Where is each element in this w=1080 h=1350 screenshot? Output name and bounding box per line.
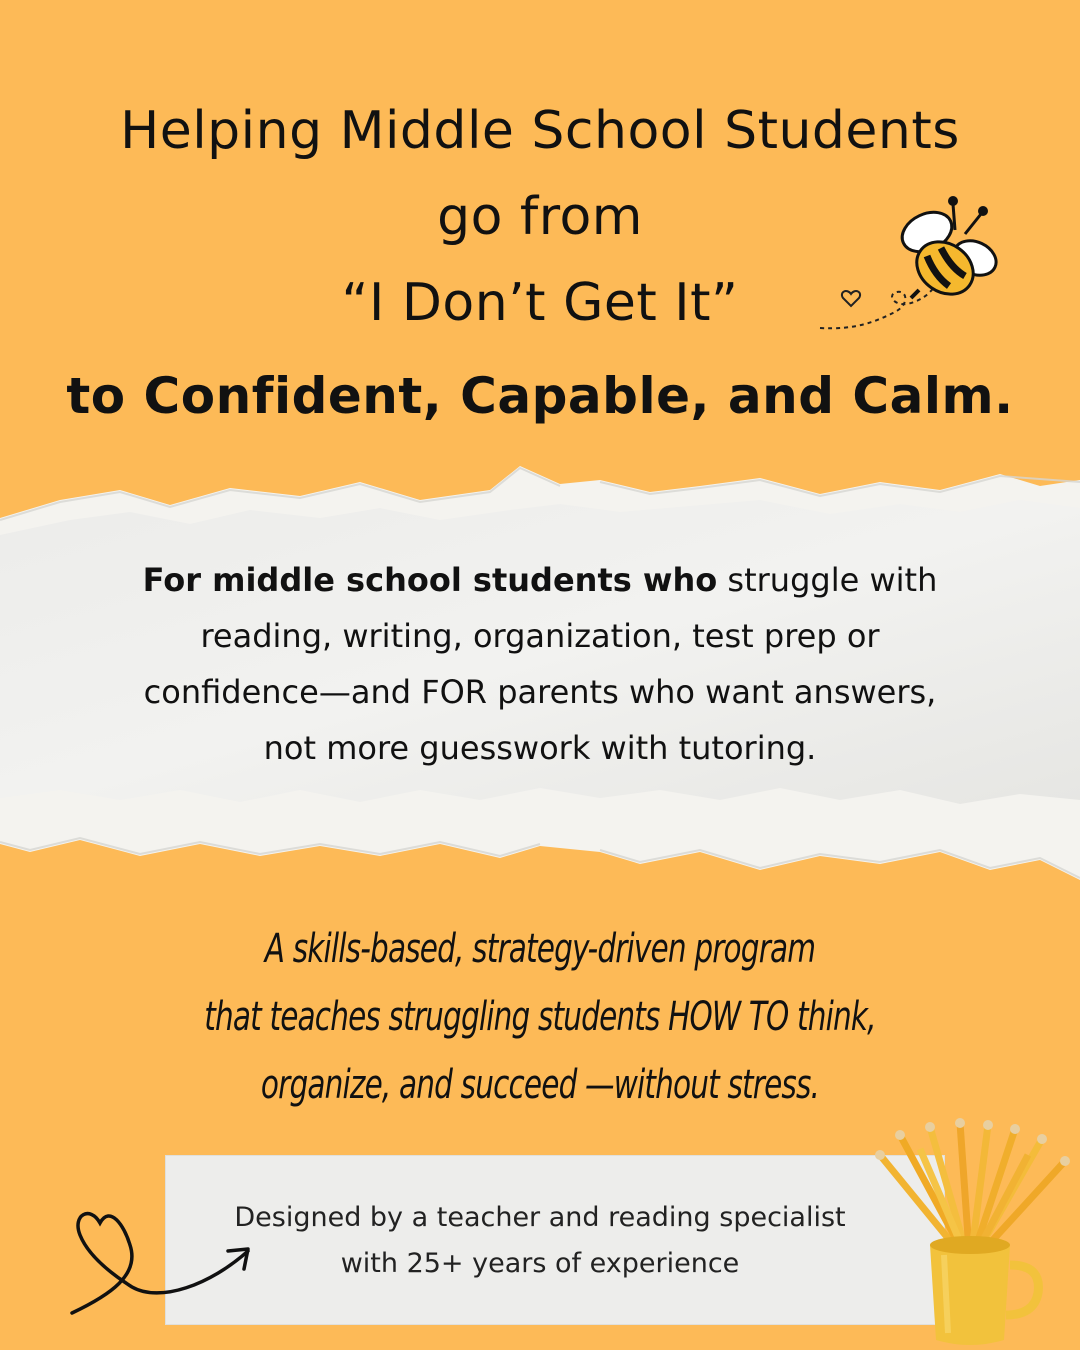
audience-description: [30, 552, 1050, 776]
credential-line-2: with 25+ years of experience: [340, 1248, 740, 1279]
program-description: [130, 915, 950, 1119]
headline-line-1: Helping Middle School Students: [120, 101, 960, 161]
headline-line-4: to Confident, Capable, and Calm.: [66, 367, 1014, 425]
audience-bold-lead: For middle school students who: [142, 561, 718, 599]
audience-line-4: not more guesswork with tutoring.: [263, 729, 817, 767]
program-line-2: that teaches struggling students HOW TO think,: [204, 994, 876, 1040]
headline-line-3: “I Don’t Get It”: [341, 273, 739, 333]
pencil-cup-icon: [860, 1115, 1080, 1350]
credential-line-1: Designed by a teacher and reading specialist: [234, 1202, 846, 1233]
headline-line-2: go from: [437, 187, 643, 247]
audience-line-1-rest: struggle with: [717, 561, 938, 599]
program-line-3: organize, and succeed —without stress.: [260, 1062, 820, 1108]
heart-arrow-icon: [60, 1195, 260, 1325]
audience-line-3: confidence—and FOR parents who want answers,: [143, 673, 937, 711]
audience-line-1: [30, 552, 1050, 608]
bee-icon: [815, 190, 1015, 340]
program-line-1: A skills-based, strategy-driven program: [264, 926, 816, 972]
audience-line-2: reading, writing, organization, test prep or: [200, 617, 880, 655]
credential-text: [165, 1195, 915, 1287]
